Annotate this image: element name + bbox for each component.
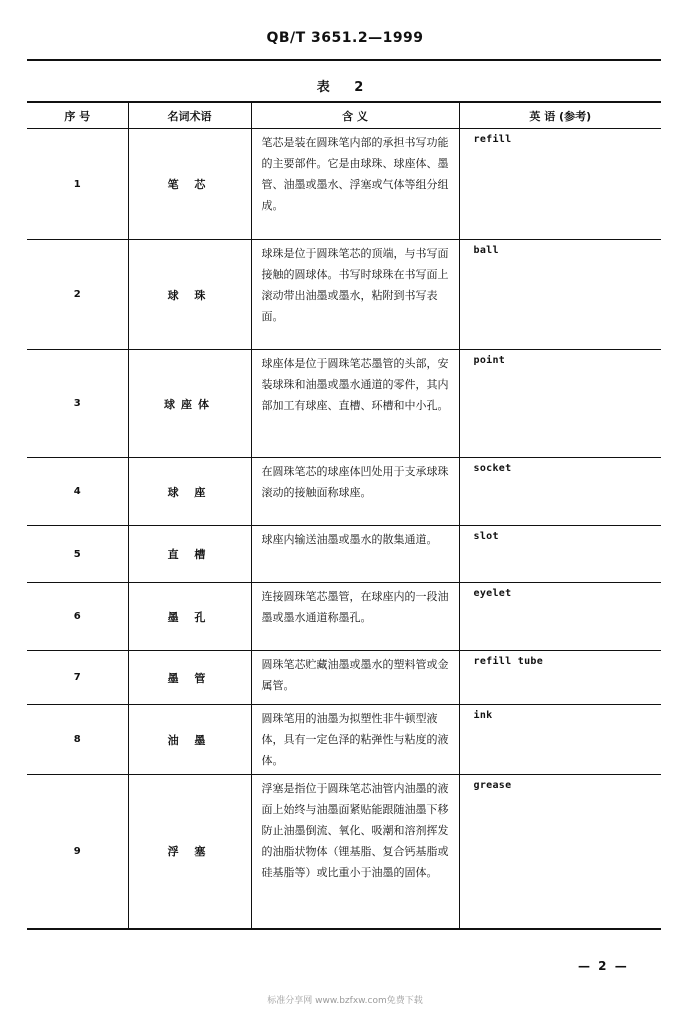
terms-table — [27, 101, 661, 930]
row-definition: 圆珠笔芯贮藏油墨或墨水的塑料管或金属管。 — [251, 651, 459, 705]
row-definition: 圆珠笔用的油墨为拟塑性非牛顿型液体，具有一定色泽的粘弹性与粘度的液体。 — [251, 705, 459, 775]
page-number: — 2 — — [578, 959, 629, 973]
header-english: 英 语 (参考) — [459, 102, 661, 129]
row-term: 墨 管 — [128, 651, 251, 705]
row-term: 墨 孔 — [128, 583, 251, 651]
row-number: 5 — [27, 526, 128, 583]
row-number: 9 — [27, 775, 128, 929]
row-definition: 连接圆珠笔芯墨管，在球座内的一段油墨或墨水通道称墨孔。 — [251, 583, 459, 651]
table-row — [27, 705, 661, 775]
row-number: 6 — [27, 583, 128, 651]
table-row — [27, 350, 661, 458]
row-english: ball — [459, 240, 661, 350]
row-number: 4 — [27, 458, 128, 526]
header-definition: 含 义 — [251, 102, 459, 129]
table-row — [27, 651, 661, 705]
row-number: 2 — [27, 240, 128, 350]
watermark: 标准分享网 www.bzfxw.com免费下载 — [267, 996, 423, 1006]
row-term: 球座体 — [128, 350, 251, 458]
header-number: 序 号 — [27, 102, 128, 129]
row-number: 3 — [27, 350, 128, 458]
row-definition: 球珠是位于圆珠笔芯的顶端，与书写面接触的圆球体。书写时球珠在书写面上滚动带出油墨或墨水，粘附到书写表面。 — [251, 240, 459, 350]
row-term: 笔 芯 — [128, 129, 251, 240]
row-definition: 球座内输送油墨或墨水的散集通道。 — [251, 526, 459, 583]
row-term: 球 珠 — [128, 240, 251, 350]
row-english: grease — [459, 775, 661, 929]
row-english: ink — [459, 705, 661, 775]
row-english: point — [459, 350, 661, 458]
row-term: 油 墨 — [128, 705, 251, 775]
table-row — [27, 775, 661, 929]
table-row — [27, 129, 661, 240]
table-row — [27, 526, 661, 583]
row-english: eyelet — [459, 583, 661, 651]
table-row — [27, 458, 661, 526]
row-definition: 浮塞是指位于圆珠笔芯油管内油墨的液面上始终与油墨面紧贴能跟随油墨下移防止油墨倒流、氧化、吸潮和溶剂挥发的油脂状物体（锂基脂、复合钙基脂或硅基脂等）或比重小于油墨的固体。 — [251, 775, 459, 929]
row-english: slot — [459, 526, 661, 583]
row-number: 8 — [27, 705, 128, 775]
row-number: 1 — [27, 129, 128, 240]
row-definition: 笔芯是装在圆珠笔内部的承担书写功能的主要部件。它是由球珠、球座体、墨管、油墨或墨水、浮塞或气体等组分组成。 — [251, 129, 459, 240]
table-row — [27, 583, 661, 651]
row-english: refill tube — [459, 651, 661, 705]
table-row — [27, 240, 661, 350]
row-term: 直 槽 — [128, 526, 251, 583]
row-english: refill — [459, 129, 661, 240]
row-definition: 在圆珠笔芯的球座体凹处用于支承球珠滚动的接触面称球座。 — [251, 458, 459, 526]
standard-number: QB/T 3651.2—1999 — [266, 30, 424, 46]
row-term: 浮 塞 — [128, 775, 251, 929]
row-definition: 球座体是位于圆珠笔芯墨管的头部，安装球珠和油墨或墨水通道的零件，其内部加工有球座、直槽、环槽和中小孔。 — [251, 350, 459, 458]
header-rule — [27, 59, 661, 61]
row-term: 球 座 — [128, 458, 251, 526]
header-term: 名词术语 — [128, 102, 251, 129]
table-header-row — [27, 102, 661, 129]
table-caption: 表 2 — [316, 80, 374, 95]
row-number: 7 — [27, 651, 128, 705]
row-english: socket — [459, 458, 661, 526]
